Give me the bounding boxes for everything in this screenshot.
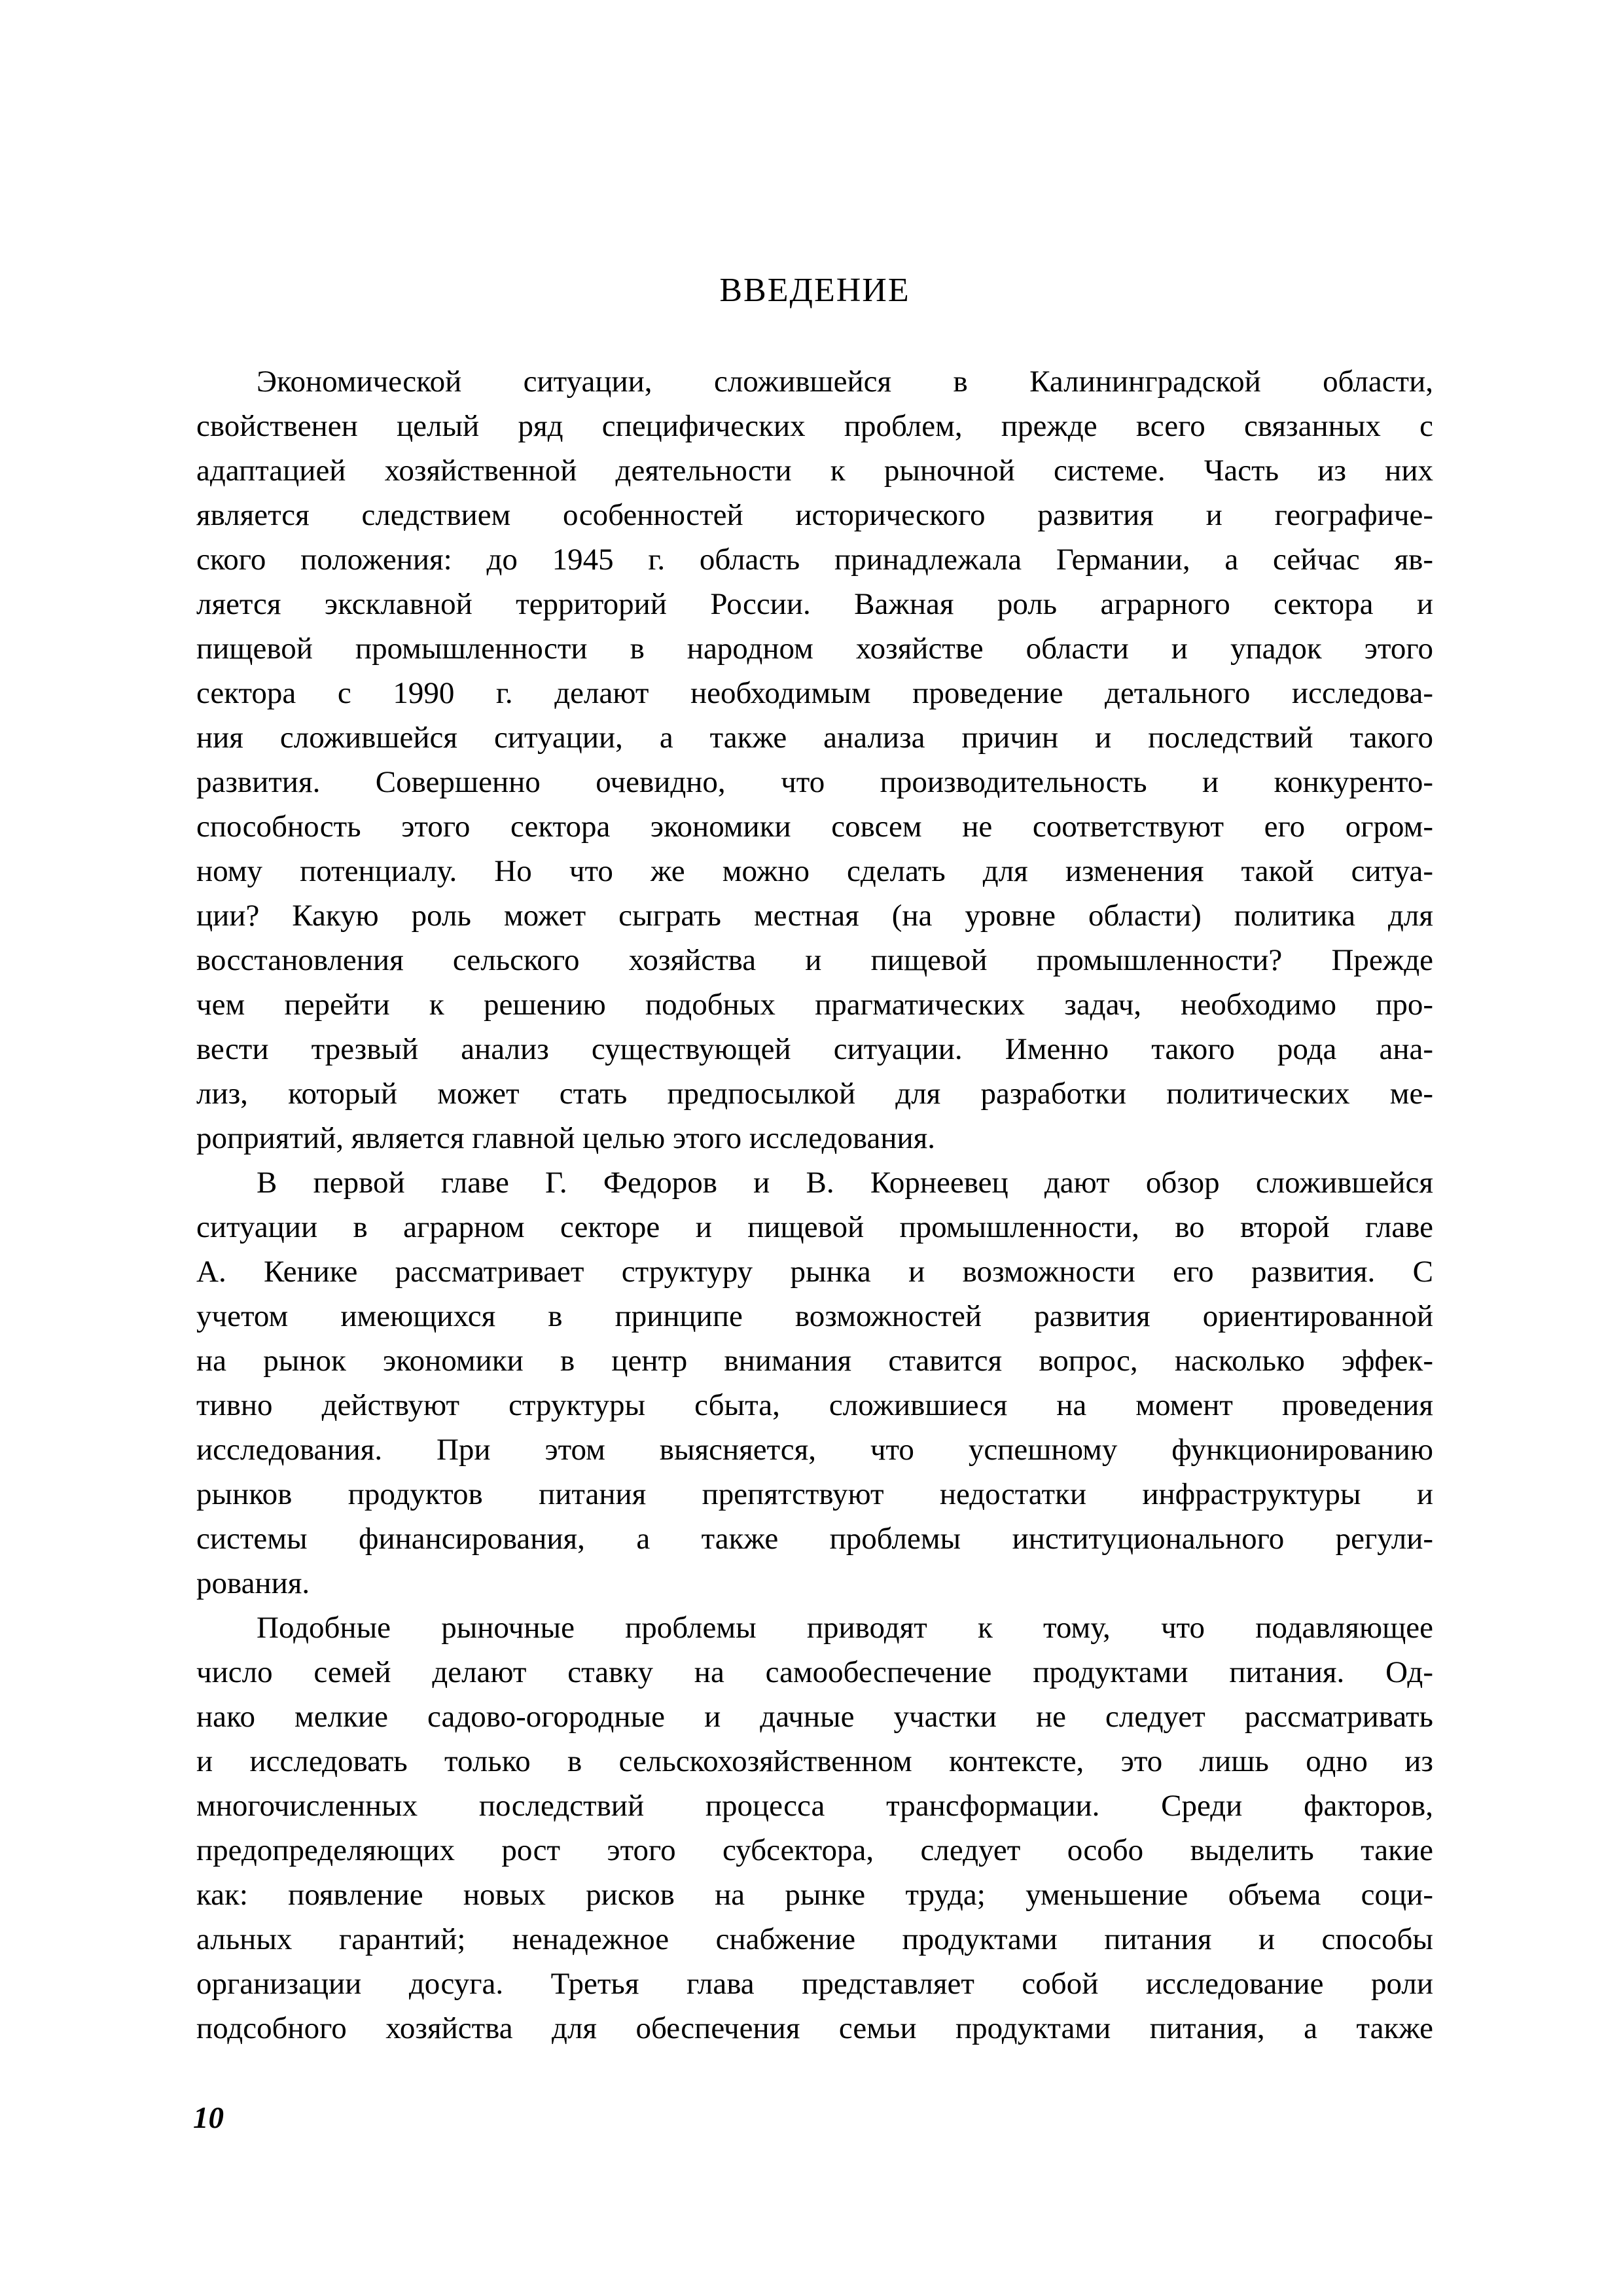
text-line: ному потенциалу. Но что же можно сделать для изменения такой ситуа- bbox=[196, 854, 1433, 888]
text-line: подсобного хозяйства для обеспечения семьи продуктами питания, а также bbox=[196, 2011, 1433, 2045]
text-line: чем перейти к решению подобных прагматических задач, необходимо про- bbox=[196, 988, 1433, 1022]
paragraph bbox=[196, 1605, 1433, 2051]
text-line: ситуации в аграрном секторе и пищевой промышленности, во второй главе bbox=[196, 1210, 1433, 1244]
page-number: 10 bbox=[193, 2101, 224, 2135]
paragraph bbox=[196, 359, 1433, 1160]
body-text bbox=[196, 359, 1433, 2051]
text-line: предопределяющих рост этого субсектора, следует особо выделить такие bbox=[196, 1833, 1433, 1867]
text-line: является следствием особенностей исторического развития и географиче- bbox=[196, 498, 1433, 532]
text-line: ляется эксклавной территорий России. Важная роль аграрного сектора и bbox=[196, 587, 1433, 621]
text-line: роприятий, является главной целью этого исследования. bbox=[196, 1121, 935, 1155]
page-title: ВВЕДЕНИЕ bbox=[719, 272, 910, 309]
text-line: как: появление новых рисков на рынке труда; уменьшение объема соци- bbox=[196, 1878, 1433, 1912]
text-line: В первой главе Г. Федоров и В. Корнеевец дают обзор сложившейся bbox=[257, 1166, 1433, 1200]
text-line: рования. bbox=[196, 1566, 310, 1600]
text-line: способность этого сектора экономики совсем не соответствуют его огром- bbox=[196, 810, 1433, 844]
text-line: системы финансирования, а также проблемы институционального регули- bbox=[196, 1522, 1433, 1556]
text-line: лиз, который может стать предпосылкой для разработки политических ме- bbox=[196, 1077, 1433, 1111]
text-line: учетом имеющихся в принципе возможностей развития ориентированной bbox=[196, 1299, 1433, 1333]
text-line: тивно действуют структуры сбыта, сложившиеся на момент проведения bbox=[196, 1388, 1433, 1422]
text-line: ского положения: до 1945 г. область принадлежала Германии, а сейчас яв- bbox=[196, 543, 1433, 577]
text-line: рынков продуктов питания препятствуют недостатки инфраструктуры и bbox=[196, 1477, 1433, 1511]
text-line: развития. Совершенно очевидно, что производительность и конкуренто- bbox=[196, 765, 1433, 799]
text-line: Экономической ситуации, сложившейся в Калининградской области, bbox=[257, 365, 1433, 399]
text-line: сектора с 1990 г. делают необходимым проведение детального исследова- bbox=[196, 676, 1433, 710]
text-line: многочисленных последствий процесса трансформации. Среди факторов, bbox=[196, 1789, 1433, 1823]
text-line: нако мелкие садово-огородные и дачные участки не следует рассматривать bbox=[196, 1700, 1433, 1734]
text-line: Подобные рыночные проблемы приводят к тому, что подавляющее bbox=[257, 1611, 1433, 1645]
text-line: исследования. При этом выясняется, что успешному функционированию bbox=[196, 1433, 1433, 1467]
text-line: число семей делают ставку на самообеспечение продуктами питания. Од- bbox=[196, 1655, 1433, 1689]
text-line: и исследовать только в сельскохозяйственном контексте, это лишь одно из bbox=[196, 1744, 1433, 1778]
text-line: ции? Какую роль может сыграть местная (на уровне области) политика для bbox=[196, 899, 1433, 933]
paragraph bbox=[196, 1160, 1433, 1605]
text-line: восстановления сельского хозяйства и пищевой промышленности? Прежде bbox=[196, 943, 1433, 977]
text-line: альных гарантий; ненадежное снабжение продуктами питания и способы bbox=[196, 1922, 1433, 1956]
text-line: адаптацией хозяйственной деятельности к рыночной системе. Часть из них bbox=[196, 454, 1433, 488]
text-line: А. Кенике рассматривает структуру рынка и возможности его развития. С bbox=[196, 1255, 1433, 1289]
text-line: вести трезвый анализ существующей ситуации. Именно такого рода ана- bbox=[196, 1032, 1433, 1066]
text-line: ния сложившейся ситуации, а также анализа причин и последствий такого bbox=[196, 721, 1433, 755]
text-line: пищевой промышленности в народном хозяйстве области и упадок этого bbox=[196, 632, 1433, 666]
text-line: на рынок экономики в центр внимания ставится вопрос, насколько эффек- bbox=[196, 1344, 1433, 1378]
text-line: свойственен целый ряд специфических проблем, прежде всего связанных с bbox=[196, 409, 1433, 443]
text-line: организации досуга. Третья глава представляет собой исследование роли bbox=[196, 1967, 1433, 2001]
